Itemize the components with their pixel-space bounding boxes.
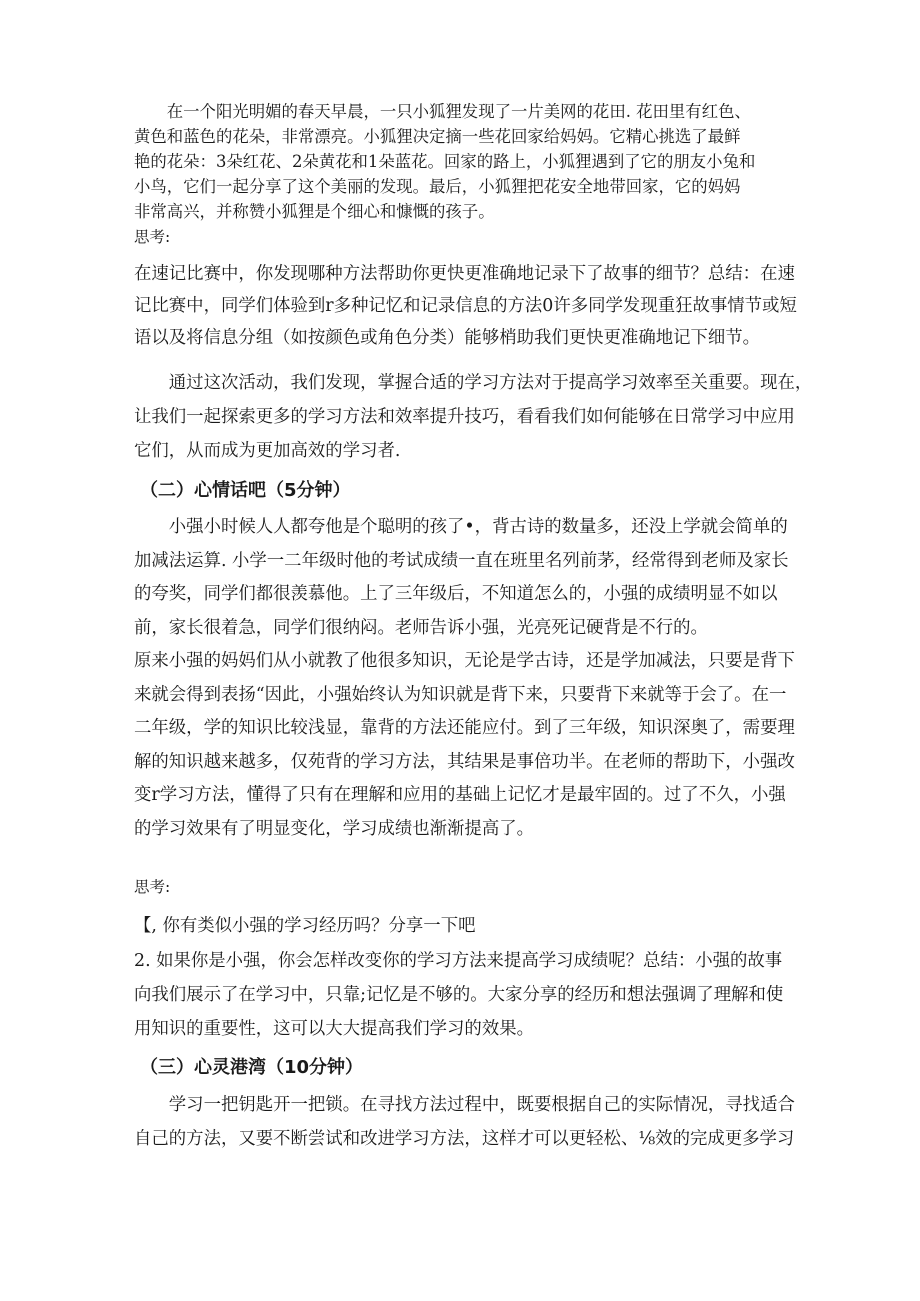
question-line: 【, 你有类似小强的学习经历吗？分享一下吧 (134, 916, 476, 936)
paragraph-line: 的学习效果有了明显变化，学习成绩也渐渐提高了。 (134, 818, 534, 839)
paragraph-line: 在速记比赛中，你发现哪种方法帮助你更快更准确地记录下了故事的细节？总结：在速 (134, 264, 795, 284)
paragraph-line: 来就会得到表扬“因此，小强始终认为知识就是背下来，只要背下来就等于会了。在一 (134, 684, 787, 705)
paragraph-line: 非常高兴，并称赞小狐狸是个细心和慷慨的孩子。 (134, 202, 495, 221)
paragraph-line: 艳的花朵：3朵红花、2朵黄花和1朵蓝花。回家的路上，小狐狸遇到了它的朋友小兔和 (134, 152, 756, 171)
paragraph-line: 记比赛中，同学们体验到r多种记忆和记录信息的方法0许多同学发现重狂故事情节或短 (134, 296, 797, 316)
paragraph-line: 学习一把钥匙开一把锁。在寻找方法过程中，既要根据自己的实际情况，寻找适合 (134, 1095, 795, 1115)
paragraph-line: 自己的方法，又要不断尝试和改进学习方法，这样才可以更轻松、⅛效的完成更多学习 (134, 1129, 795, 1149)
paragraph-line: 2. 如果你是小强，你会怎样改变你的学习方法来提高学习成绩呢？总结：小强的故事 (134, 951, 783, 971)
paragraph-line: 让我们一起探索更多的学习方法和效率提升技巧，看看我们如何能够在日常学习中应用 (134, 407, 795, 427)
reflection-summary-paragraph (134, 258, 797, 354)
xiaoqiang-story-paragraph (134, 511, 795, 846)
paragraph-line: 二年级，学的知识比较浅显，靠背的方法还能应付。到了三年级，知识深奥了，需要理 (134, 718, 795, 738)
paragraph-line: 黄色和蓝色的花朵，非常漂亮。小狐狸决定摘一些花回家给妈妈。它精心挑选了最鲜 (134, 127, 741, 146)
activity-summary-paragraph (134, 366, 813, 468)
paragraph-line: 加减法运算. 小学一二年级时他的考试成绩一直在班里名列前茅，经常得到老师及家长 (134, 550, 789, 571)
paragraph-line: 原来小强的妈妈们从小就教了他很多知识，无论是学古诗，还是学加减法，只要是背下 (134, 651, 795, 671)
paragraph-line: 通过这次活动，我们发现，掌握合适的学习方法对于提高学习效率至关重要。现在， (134, 373, 813, 393)
reflection-question-summary (134, 944, 782, 1046)
paragraph-line: 小鸟，它们一起分享了这个美丽的发现。最后，小狐狸把花安全地带回家，它的妈妈 (134, 177, 741, 196)
paragraph-line: 小强小时候人人都夸他是个聪明的孩了•，背古诗的数量多，还没上学就会简单的 (134, 517, 788, 537)
paragraph-line: 前，家长很着急，同学们很纳闷。老师告诉小强，光亮死记硬背是不行的。 (134, 617, 708, 638)
reflection-label: 思考: (134, 878, 171, 896)
section-heading: （二）心情话吧（5分钟） (140, 480, 351, 501)
heart-harbor-paragraph (134, 1088, 795, 1156)
paragraph-line: 向我们展示了在学习中，只靠;记忆是不够的。大家分享的经历和想法强调了理解和使 (134, 985, 784, 1005)
paragraph-line: 的夸奖，同学们都很羡慕他。上了三年级后，不知道怎么的，小强的成绩明显不如以 (134, 584, 778, 604)
reflection-label: 思考: (134, 228, 171, 246)
paragraph-line: 在一个阳光明媚的春天早晨，一只小狐狸发现了一片美网的花田. 花田里有红色、 (134, 102, 751, 121)
paragraph-line: 用知识的重要性，这可以大大提高我们学习的效果。 (134, 1019, 534, 1039)
section-heading: （三）心灵港湾（10分钟） (140, 1057, 364, 1078)
fox-story-paragraph (134, 99, 782, 224)
paragraph-line: 变r学习方法，懂得了只有在理解和应用的基础上记忆才是最牢固的。过了不久，小强 (134, 785, 786, 805)
reflection-questions (134, 910, 782, 942)
paragraph-line: 语以及将信息分组（如按颜色或角色分类）能够梢助我们更快更准确地记下细节。 (134, 328, 761, 348)
paragraph-line: 它们，从而成为更加高效的学习者. (134, 441, 401, 461)
paragraph-line: 解的知识越来越多，仅苑背的学习方法，其结果是事倍功半。在老师的帮助下，小强改 (134, 751, 795, 772)
